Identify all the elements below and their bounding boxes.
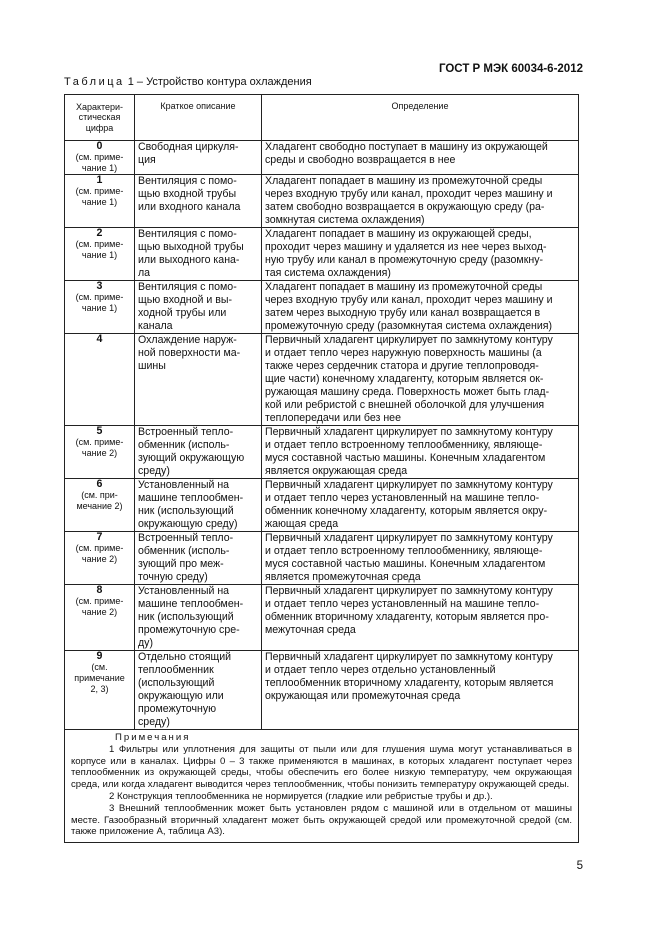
note-1: 1 Фильтры или уплотнения для защиты от пыли или для глушения шума могут устанавливаться в корпусе или в каналах. Цифры 0 – 3 также применяются в машинах, в которых хладагент поступает через теплообменник из окружающей среды, чтобы обеспечить его более низкую температуру, чем окружающая среда, или когда хладагент выводится через теплообменник, чтобы понизить температуру окружающей среды. [71,743,572,791]
table-row [65,281,579,334]
notes-cell [65,730,579,843]
notes-title: Примечания [115,732,191,743]
code-number: 6 [96,478,103,490]
code-note: (см. приме- чание 2) [75,437,124,458]
definition-cell: Первичный хладагент циркулирует по замкнутому контуру и отдает тепло через установленный на машине тепло- обменник вторичному хладагенту, которым является про- межуточная среда [262,585,579,651]
note-3: 3 Внешний теплообменник может быть установлен рядом с машиной или в отдельном от машины месте. Газообразный вторичный хладагент может быть окружающей средой или промежуточной средой (см. также приложение А, таблица А3). [71,802,572,838]
code-note: (см. приме- чание 1) [75,152,124,173]
table-caption-number: 1 [127,76,134,88]
brief-description-cell: Установленный на машине теплообмен- ник (использующий промежуточную сре- ду) [135,585,262,651]
table-row [65,585,579,651]
code-cell [65,281,135,334]
definition-cell: Хладагент попадает в машину из промежуточной среды через входную трубу или канал, проходит через машину и затем через выходную трубу или канал возвращается в промежуточную среду (разомкнутая система охлаждения) [262,281,579,334]
table-row [65,426,579,479]
code-cell [65,651,135,730]
code-note: (см. приме- чание 2) [75,596,124,617]
brief-description-cell: Отдельно стоящий теплообменник (использующий окружающую или промежуточную среду) [135,651,262,730]
code-note: (см. примечание 2, 3) [74,662,125,694]
table-row [65,228,579,281]
brief-description-cell: Вентиляция с помо- щью входной трубы или входного канала [135,175,262,228]
brief-description-cell: Свободная циркуля- ция [135,141,262,175]
standard-designation: ГОСТ Р МЭК 60034-6-2012 [438,63,583,75]
code-cell [65,426,135,479]
code-cell [65,175,135,228]
table-row [65,141,579,175]
code-number: 1 [96,174,103,186]
page-number: 5 [576,860,583,872]
cooling-circuit-table [64,94,579,843]
definition-cell: Первичный хладагент циркулирует по замкнутому контуру и отдает тепло встроенному теплообменнику, являюще- муся составной частью машины. Конечным хладагентом является окружающая среда [262,426,579,479]
brief-description-cell: Встроенный тепло- обменник (исполь- зующий про меж- точную среду) [135,532,262,585]
brief-description-cell: Вентиляция с помо- щью входной и вы- ходной трубы или канала [135,281,262,334]
definition-cell: Первичный хладагент циркулирует по замкнутому контуру и отдает тепло через отдельно установленный теплообменник вторичному хладагенту, которым является окружающая или промежуточная среда [262,651,579,730]
column-header-code: Характери- стическая цифра [65,95,135,141]
code-cell [65,532,135,585]
code-number: 3 [96,280,103,292]
code-number: 8 [96,584,103,596]
code-note: (см. приме- чание 2) [75,543,124,564]
table-row [65,532,579,585]
column-header-brief: Краткое описание [135,95,262,141]
code-note: (см. приме- чание 1) [75,239,124,260]
code-number: 9 [96,650,103,662]
definition-cell: Хладагент попадает в машину из промежуточной среды через входную трубу или канал, проходит через машину и затем свободно возвращается в окружающую среду (ра- зомкнутая система охлаждения) [262,175,579,228]
table-header-row [65,95,579,141]
code-cell [65,585,135,651]
code-cell [65,228,135,281]
table-row [65,479,579,532]
table-body [65,141,579,730]
table-caption [64,76,312,88]
table-row [65,651,579,730]
code-number: 4 [96,333,103,345]
table-row [65,175,579,228]
definition-cell: Хладагент свободно поступает в машину из окружающей среды и свободно возвращается в нее [262,141,579,175]
table-caption-title: – Устройство контура охлаждения [136,76,312,88]
note-2: 2 Конструкция теплообменника не нормируется (гладкие или ребристые трубы и др.). [109,790,493,802]
definition-cell: Первичный хладагент циркулирует по замкнутому контуру и отдает тепло через наружную поверхность машины (а также через сердечник статора и другие теплопроводя- щие части) конечному хладагенту, которым является ок- ружающая машину среда. Поверхность может быть глад- кой или ребристой с внешней оболочкой для улучшения теплопередачи или без нее [262,334,579,426]
table-caption-prefix: Таблица [64,76,125,88]
code-note: (см. приме- чание 1) [75,292,124,313]
brief-description-cell: Установленный на машине теплообмен- ник (использующий окружающую среду) [135,479,262,532]
brief-description-cell: Охлаждение наруж- ной поверхности ма- шины [135,334,262,426]
code-number: 2 [96,227,103,239]
definition-cell: Первичный хладагент циркулирует по замкнутому контуру и отдает тепло встроенному теплообменнику, являюще- муся составной частью машины. Конечным хладагентом является промежуточная среда [262,532,579,585]
column-header-definition: Определение [262,95,579,141]
code-note: (см. приме- чание 1) [75,186,124,207]
notes-row [65,730,579,843]
code-cell [65,141,135,175]
brief-description-cell: Встроенный тепло- обменник (исполь- зующий окружающую среду) [135,426,262,479]
code-number: 7 [96,531,103,543]
table-row [65,334,579,426]
code-cell [65,479,135,532]
brief-description-cell: Вентиляция с помо- щью выходной трубы или выходного кана- ла [135,228,262,281]
code-note: (см. при- мечание 2) [76,490,123,511]
code-number: 0 [96,140,103,152]
code-number: 5 [96,425,103,437]
definition-cell: Хладагент попадает в машину из окружающей среды, проходит через машину и удаляется из нее через выход- ную трубу или канал в промежуточную среду (разомкну- тая система охлаждения) [262,228,579,281]
code-cell [65,334,135,426]
definition-cell: Первичный хладагент циркулирует по замкнутому контуру и отдает тепло через установленный на машине тепло- обменник конечному хладагенту, которым является окру- жающая среда [262,479,579,532]
